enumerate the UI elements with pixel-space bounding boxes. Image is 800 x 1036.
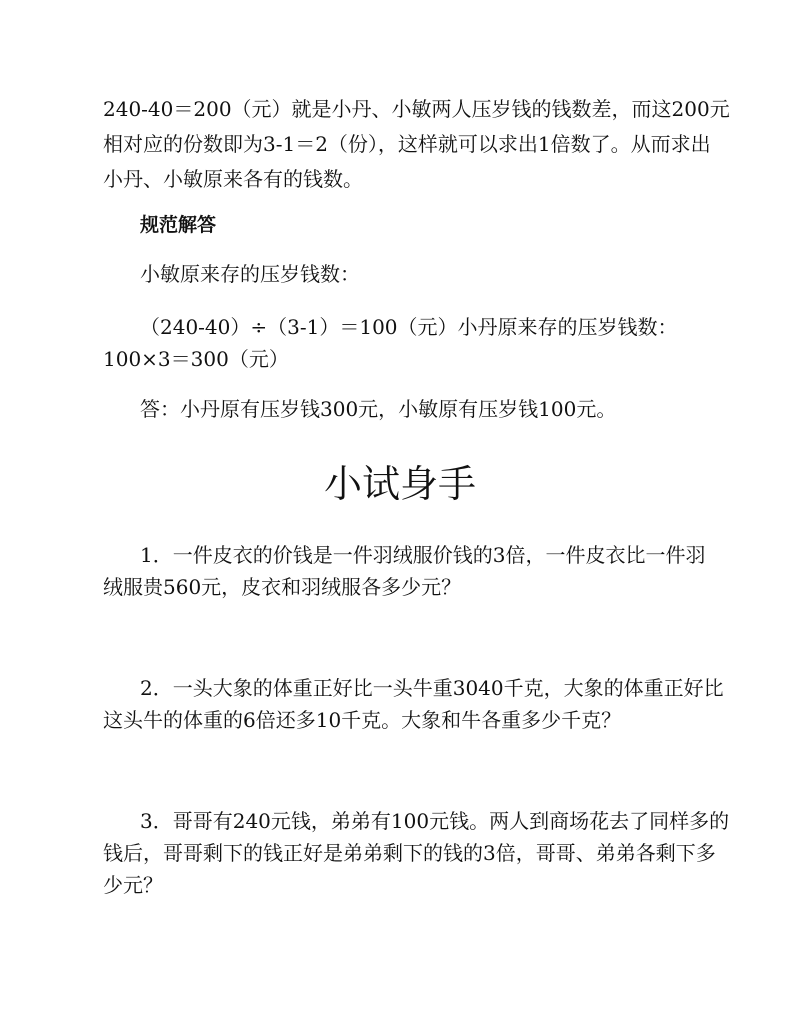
analysis-line-1: 240-40＝200（元）就是小丹、小敏两人压岁钱的钱数差，而这200元 — [103, 97, 730, 121]
solution-heading: 规范解答 — [140, 214, 217, 236]
solution-calc-line-1: （240-40）÷（3-1）＝100（元）小丹原来存的压岁钱数： — [140, 315, 678, 339]
solution-calc-line-2: 100×3＝300（元） — [103, 347, 289, 371]
problem-3-line-1: 3．哥哥有240元钱，弟弟有100元钱。两人到商场花去了同样多的 — [140, 809, 730, 833]
analysis-line-3: 小丹、小敏原来各有的钱数。 — [103, 167, 363, 191]
practice-title: 小试身手 — [323, 462, 476, 506]
solution-answer: 答：小丹原有压岁钱300元，小敏原有压岁钱100元。 — [140, 397, 617, 421]
problem-2-line-1: 2．一头大象的体重正好比一头牛重3040千克，大象的体重正好比 — [140, 676, 724, 700]
problem-3-line-2: 钱后，哥哥剩下的钱正好是弟弟剩下的钱的3倍，哥哥、弟弟各剩下多 — [103, 841, 716, 865]
problem-1-line-1: 1．一件皮衣的价钱是一件羽绒服价钱的3倍，一件皮衣比一件羽 — [140, 543, 706, 567]
problem-2-line-2: 这头牛的体重的6倍还多10千克。大象和牛各重多少千克？ — [103, 708, 622, 732]
problem-3-line-3: 少元？ — [103, 873, 163, 897]
analysis-line-2: 相对应的份数即为3-1＝2（份），这样就可以求出1倍数了。从而求出 — [103, 132, 711, 156]
problem-1-line-2: 绒服贵560元，皮衣和羽绒服各多少元？ — [103, 575, 462, 599]
solution-intro: 小敏原来存的压岁钱数： — [140, 262, 360, 286]
